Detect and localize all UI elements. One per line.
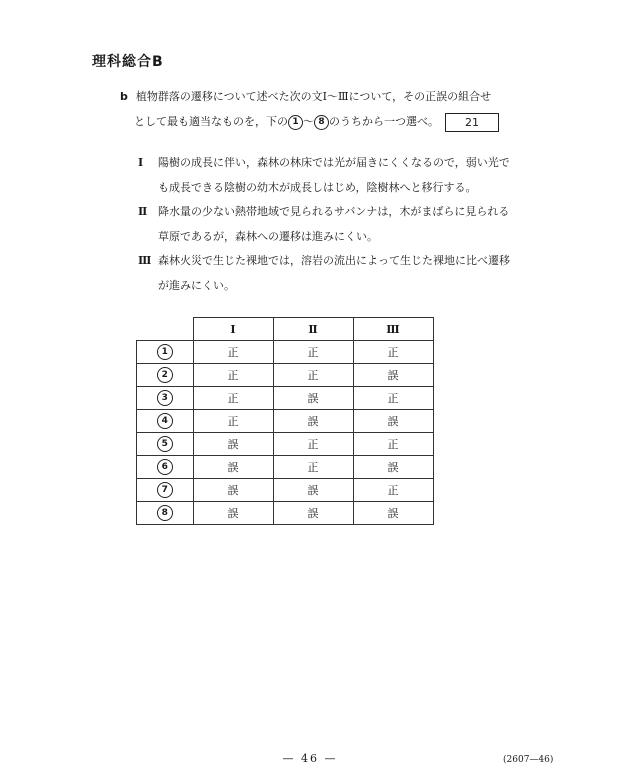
option-cell — [137, 502, 194, 525]
table-row — [137, 456, 434, 479]
table-cell: 誤 — [353, 364, 433, 387]
range-start-option: 1 — [288, 115, 303, 130]
statement-1 — [138, 151, 533, 200]
table-cell: 誤 — [193, 479, 273, 502]
table-row — [137, 479, 434, 502]
table-corner-cell — [137, 318, 194, 341]
table-cell: 正 — [273, 341, 353, 364]
answer-combination-table — [136, 317, 434, 525]
table-cell: 誤 — [193, 433, 273, 456]
option-cell — [137, 433, 194, 456]
page-title: 理科総合B — [92, 54, 164, 70]
table-row — [137, 341, 434, 364]
table-cell: 正 — [273, 433, 353, 456]
statement-number: Ⅲ — [138, 254, 152, 267]
option-cell — [137, 456, 194, 479]
option-number: 5 — [157, 436, 173, 452]
table-row — [137, 433, 434, 456]
table-row — [137, 387, 434, 410]
table-row — [137, 364, 434, 387]
statement-line: 陽樹の成長に伴い，森林の林床では光が届きにくくなるので，弱い光で — [158, 156, 510, 169]
range-separator: ～ — [303, 115, 314, 128]
question-line-1 — [120, 84, 540, 109]
table-cell: 正 — [193, 387, 273, 410]
table-cell: 誤 — [353, 502, 433, 525]
statement-line: も成長できる陰樹の幼木が成長しはじめ，陰樹林へと移行する。 — [158, 180, 477, 194]
answer-number-box: 21 — [445, 113, 499, 132]
question-block — [120, 84, 540, 134]
statement-line: 森林火災で生じた裸地では，溶岩の流出によって生じた裸地に比べ遷移 — [158, 254, 510, 267]
table-cell: 正 — [353, 341, 433, 364]
statement-line: 降水量の少ない熱帯地域で見られるサバンナは，木がまばらに見られる — [158, 205, 510, 218]
table-cell: 誤 — [193, 456, 273, 479]
table-header-row — [137, 318, 434, 341]
table-cell: 誤 — [273, 410, 353, 433]
column-header: Ⅲ — [353, 318, 433, 341]
table-cell: 誤 — [193, 502, 273, 525]
option-cell — [137, 341, 194, 364]
question-line-2 — [120, 109, 540, 134]
option-number: 2 — [157, 367, 173, 383]
table-cell: 誤 — [353, 410, 433, 433]
statement-number: Ⅰ — [138, 156, 144, 169]
table-cell: 誤 — [353, 456, 433, 479]
table-cell: 正 — [273, 364, 353, 387]
statements-list — [138, 151, 533, 298]
option-number: 7 — [157, 482, 173, 498]
statement-line: 草原であるが，森林への遷移は進みにくい。 — [158, 229, 378, 243]
table-cell: 誤 — [273, 479, 353, 502]
table-cell: 正 — [193, 410, 273, 433]
table-cell: 正 — [353, 479, 433, 502]
table-cell: 正 — [353, 433, 433, 456]
table-row — [137, 410, 434, 433]
document-code: (2607—46) — [503, 755, 554, 765]
statement-2 — [138, 200, 533, 249]
table-row — [137, 502, 434, 525]
table-cell: 正 — [353, 387, 433, 410]
option-number: 8 — [157, 505, 173, 521]
table-cell: 誤 — [273, 387, 353, 410]
range-end-option: 8 — [314, 115, 329, 130]
option-cell — [137, 387, 194, 410]
option-number: 6 — [157, 459, 173, 475]
page-number: — 46 — — [282, 752, 338, 765]
column-header: Ⅱ — [273, 318, 353, 341]
table-cell: 正 — [193, 341, 273, 364]
table-cell: 正 — [193, 364, 273, 387]
statement-3 — [138, 249, 533, 298]
question-text-2b: のうちから一つ選べ。 — [329, 115, 439, 128]
table-cell: 正 — [273, 456, 353, 479]
statement-number: Ⅱ — [138, 205, 148, 218]
option-cell — [137, 479, 194, 502]
option-cell — [137, 410, 194, 433]
question-letter: b — [120, 90, 128, 103]
statement-line: が進みにくい。 — [158, 278, 235, 292]
question-text-2a: として最も適当なものを，下の — [134, 115, 288, 128]
table-cell: 誤 — [273, 502, 353, 525]
question-text-1: 植物群落の遷移について述べた次の文Ⅰ～Ⅲについて，その正誤の組合せ — [135, 90, 492, 103]
option-number: 3 — [157, 390, 173, 406]
option-cell — [137, 364, 194, 387]
option-number: 1 — [157, 344, 173, 360]
column-header: Ⅰ — [193, 318, 273, 341]
option-number: 4 — [157, 413, 173, 429]
